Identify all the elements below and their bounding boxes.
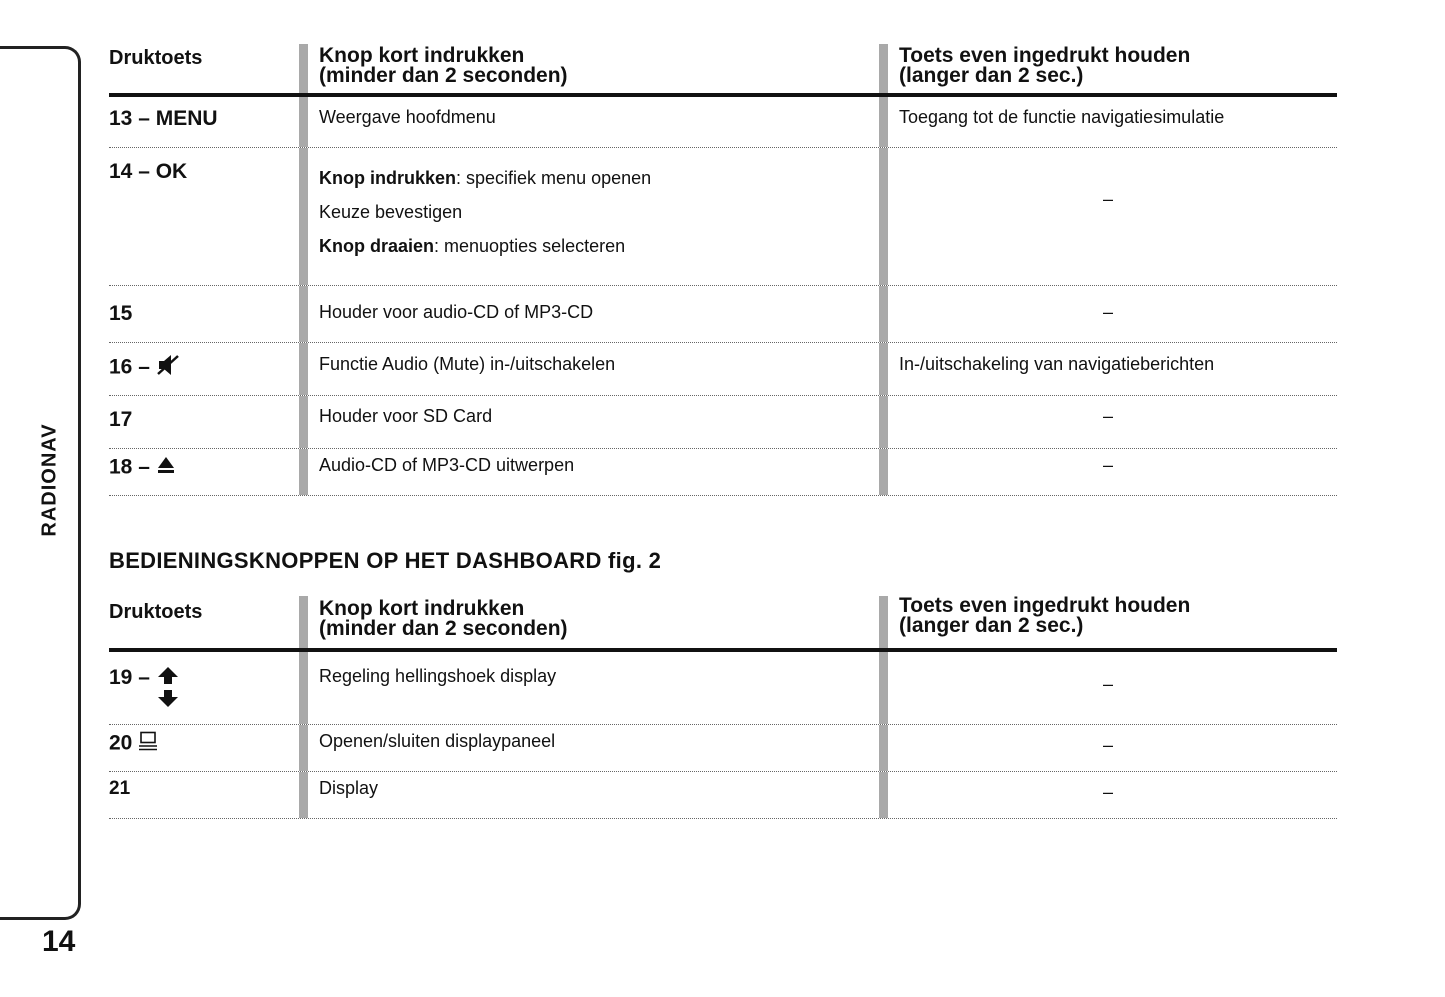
row-short-press: Audio-CD of MP3-CD uitwerpen (319, 455, 575, 475)
row-short-press: Functie Audio (Mute) in-/uitschakelen (319, 354, 616, 374)
tilt-arrows-icon (156, 666, 180, 714)
header-col-short: Knop kort indrukken (minder dan 2 seconden) (319, 44, 568, 87)
row-short-press: Regeling hellingshoek display (319, 666, 557, 686)
table-row (109, 652, 1337, 725)
row-long-press: In-/uitschakeling van navigatieberichten (899, 354, 1215, 374)
header-col-key: Druktoets (109, 601, 203, 623)
row-long-press: – (1102, 406, 1113, 426)
row-key: 16 – (109, 343, 299, 395)
row-key: 18 – (109, 449, 299, 495)
side-tab-label: RADIONAV (38, 423, 61, 537)
table-row (109, 725, 1337, 772)
row-long-press: – (1102, 674, 1113, 694)
table-row (109, 396, 1337, 449)
header-col-long: Toets even ingedrukt houden (langer dan 2 sec.) (899, 44, 1191, 87)
row-key: 13 – MENU (109, 107, 218, 130)
row-short-press: Houder voor SD Card (319, 406, 493, 426)
row-long-press: – (1102, 455, 1113, 475)
table-row (109, 286, 1337, 343)
section-title: BEDIENINGSKNOPPEN OP HET DASHBOARD fig. 2 (109, 548, 662, 573)
row-short-press: Openen/sluiten displaypaneel (319, 731, 556, 751)
row-key: 14 – OK (109, 160, 188, 183)
row-short-press: Display (319, 778, 379, 798)
row-key: 17 (109, 408, 133, 431)
row-long-press: – (1102, 302, 1113, 322)
header-col-key: Druktoets (109, 47, 203, 69)
table-header (109, 596, 1337, 652)
table-header (109, 44, 1337, 97)
page-number: 14 (42, 925, 76, 958)
controls-table-1 (109, 44, 1337, 496)
header-col-short: Knop kort indrukken (minder dan 2 seconden) (319, 597, 568, 640)
mute-speaker-icon (156, 354, 180, 382)
row-short-press: Weergave hoofdmenu (319, 107, 496, 127)
row-key: 20 (109, 725, 299, 771)
row-short-press: Knop indrukken: specifiek menu openen Keuze bevestigen Knop draaien: menuopties selecteren (319, 168, 652, 256)
table-row (109, 148, 1337, 286)
table-row (109, 449, 1337, 496)
eject-icon (156, 455, 176, 481)
controls-table-2 (109, 596, 1337, 819)
table-row (109, 772, 1337, 819)
table-row (109, 343, 1337, 396)
row-short-press: Houder voor audio-CD of MP3-CD (319, 302, 594, 322)
display-panel-icon (138, 731, 158, 757)
row-long-press: Toegang tot de functie navigatiesimulatie (899, 107, 1225, 127)
row-key: 21 (109, 778, 131, 799)
row-key: 15 (109, 302, 133, 325)
row-long-press: – (1102, 782, 1113, 802)
row-long-press: – (1102, 189, 1113, 209)
row-key: 19 – (109, 652, 299, 724)
table-row (109, 97, 1337, 148)
header-col-long: Toets even ingedrukt houden (langer dan 2 sec.) (899, 594, 1191, 637)
row-long-press: – (1102, 735, 1113, 755)
